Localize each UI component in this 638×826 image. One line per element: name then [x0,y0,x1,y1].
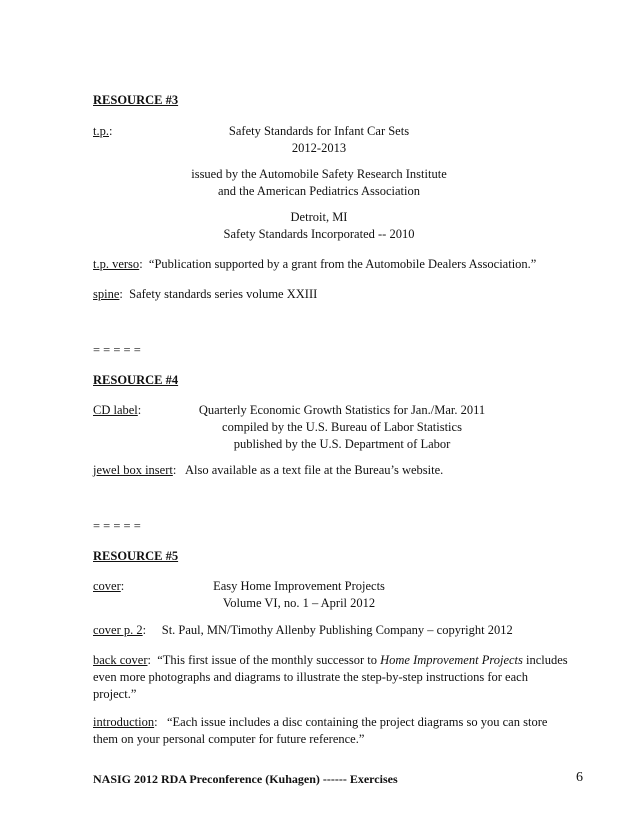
introduction-paragraph: introduction: “Each issue includes a disc containing the project diagrams so you can store them on your personal computer for future reference.” [93,715,548,746]
introduction-label: introduction [93,715,155,729]
tp-label: t.p. [93,124,109,138]
introduction-text: “Each issue includes a disc containing the project diagrams so you can store them on your personal computer for future reference.” [93,715,548,746]
page-footer: NASIG 2012 RDA Preconference (Kuhagen) ------ Exercises [93,772,398,786]
cd-title-line: Quarterly Economic Growth Statistics for Jan./Mar. 2011 [198,403,486,417]
cover-p2-label: cover p. 2 [93,623,143,637]
tp-issuer-line: issued by the Automobile Safety Research Institute [191,167,447,181]
tp-title-line: Safety Standards for Infant Car Sets [228,124,410,138]
spine-text: Safety standards series volume XXIII [129,287,318,301]
tp-place-line: Detroit, MI [290,210,348,224]
cd-publisher-line: published by the U.S. Department of Labor [233,437,451,451]
tp-verso-text: “Publication supported by a grant from the Automobile Dealers Association.” [148,257,537,271]
jewel-box-row: jewel box insert: Also available as a text file at the Bureau’s website. [93,463,444,477]
resource-5-heading: RESOURCE #5 [93,549,179,563]
spine-label: spine [93,287,120,301]
tp-issuer-line-2: and the American Pediatrics Association [217,184,421,198]
page-number: 6 [576,770,583,785]
back-cover-text-1: “This first issue of the monthly successor to [157,653,381,667]
tp-verso-row: t.p. verso: “Publication supported by a grant from the Automobile Dealers Association.” [93,257,537,271]
resource-3-heading: RESOURCE #3 [93,93,179,107]
resource-4-heading: RESOURCE #4 [93,373,179,387]
cd-compiler-line: compiled by the U.S. Bureau of Labor Statistics [222,420,462,434]
cd-label: CD label [93,403,138,417]
cover-title-line: Easy Home Improvement Projects [213,579,385,593]
tp-label-row: t.p.: [93,124,113,138]
spine-row: spine: Safety standards series volume XXIII [93,287,318,301]
back-cover-italic-title: Home Improvement Projects [380,653,523,667]
cover-p2-row: cover p. 2: St. Paul, MN/Timothy Allenby Publishing Company – copyright 2012 [93,623,513,637]
separator-2: = = = = = [93,519,141,533]
cover-label-row: cover: [93,579,125,593]
tp-date-line: 2012-2013 [291,141,347,155]
cover-label: cover [93,579,121,593]
tp-verso-label: t.p. verso [93,257,140,271]
cover-p2-text: St. Paul, MN/Timothy Allenby Publishing Company – copyright 2012 [161,623,513,637]
back-cover-text-2: includes even more photographs and diagrams to illustrate the step-by-step instructions for each project.” [93,653,568,701]
back-cover-paragraph: back cover: “This first issue of the monthly successor to Home Improvement Projects includes even more photographs and diagrams to illustrate the step-by-step instructions for each project.” [93,653,568,701]
cover-volume-line: Volume VI, no. 1 – April 2012 [222,596,376,610]
tp-publisher-line: Safety Standards Incorporated -- 2010 [223,227,415,241]
cd-label-row: CD label: [93,403,142,417]
jewel-box-label: jewel box insert [93,463,173,477]
back-cover-label: back cover [93,653,148,667]
separator: = = = = = [93,343,141,357]
jewel-box-text: Also available as a text file at the Bureau’s website. [185,463,444,477]
